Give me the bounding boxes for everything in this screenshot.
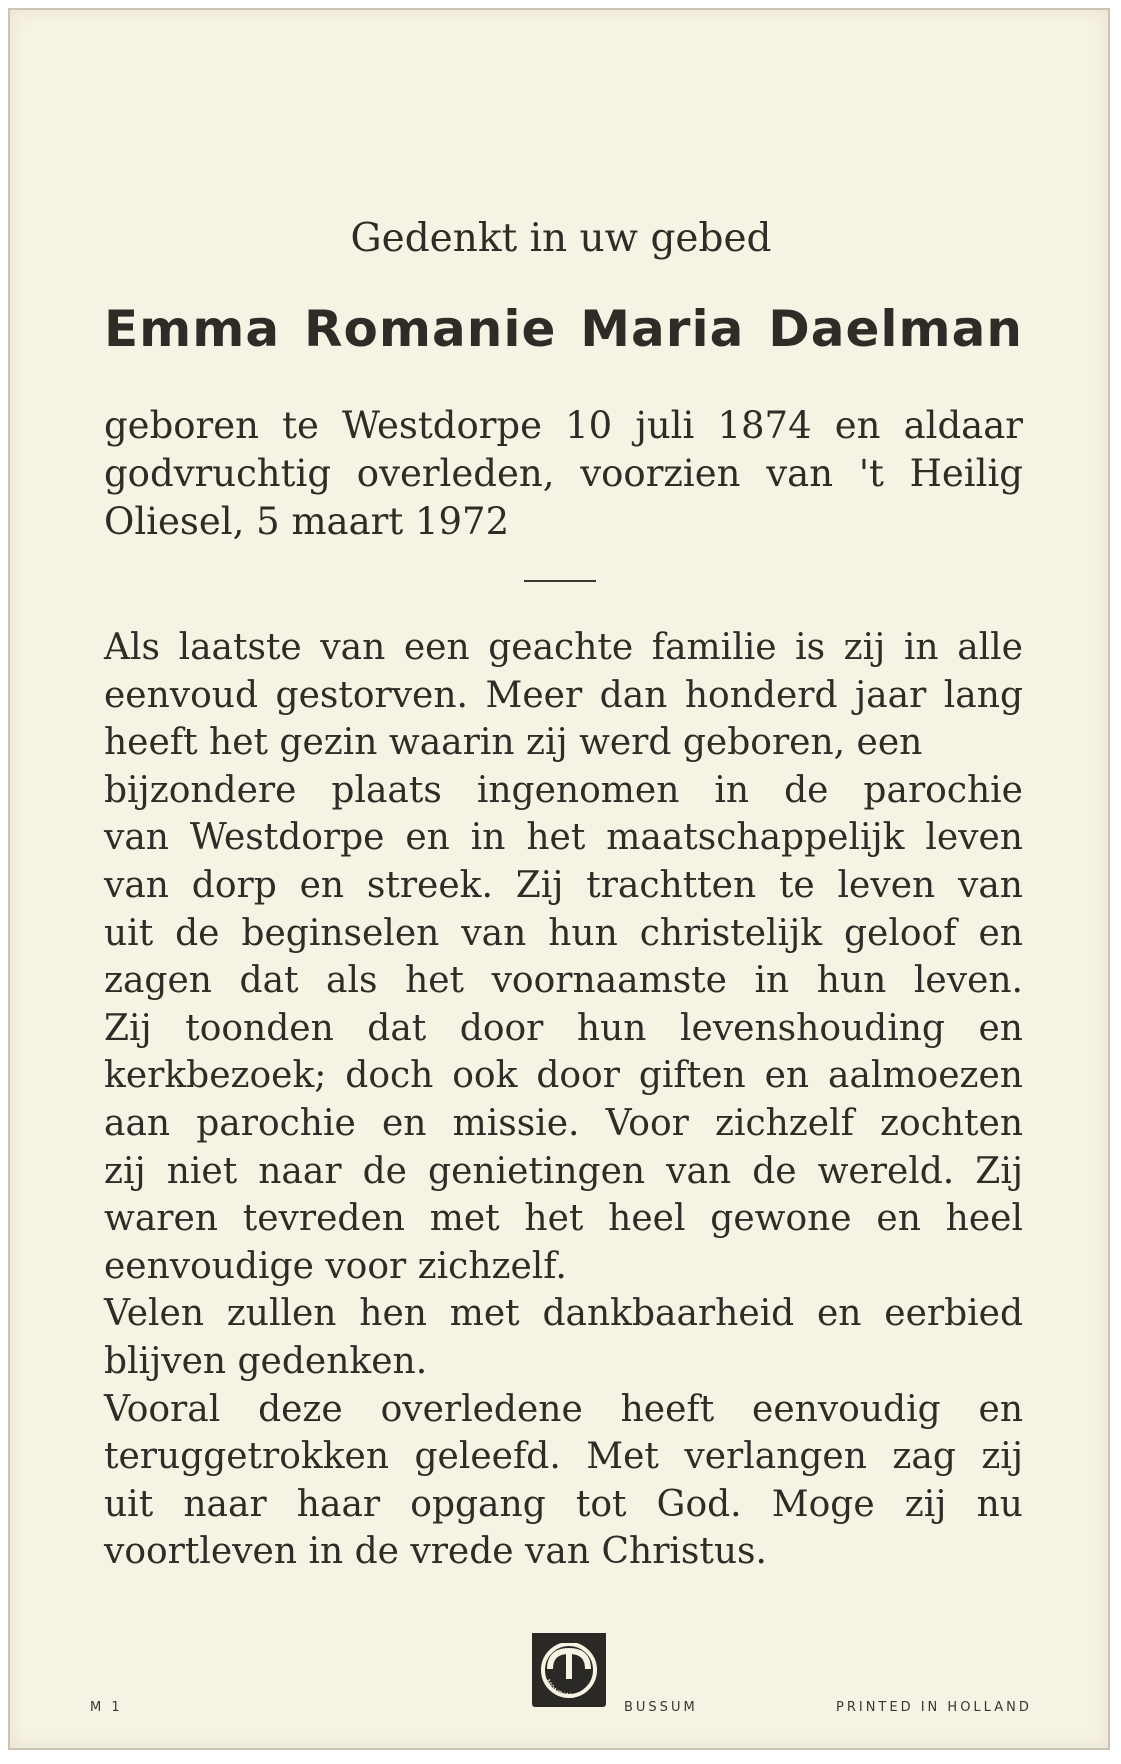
birth-death-paragraph [104,402,1023,546]
print-city: BUSSUM [624,1700,698,1715]
body-line: zagen dat als het voornaamste in hun leven. [104,960,1023,1002]
body-line: Als laatste van een geachte familie is zij in alle [104,627,1023,668]
body-line: kerkbezoek; doch ook door giften en aalmoezen [104,1055,1023,1097]
body-line: Velen zullen hen met dankbaarheid en eerbied [104,1293,1023,1335]
body-line: waren tevreden met het heel gewone en heel [104,1198,1023,1240]
birth-line: godvruchtig overleden, voorzien van 't Heilig [104,452,1023,495]
body-line: van Westdorpe en in het maatschappelijk leven [104,817,1023,859]
body-line: zij niet naar de genietingen van de wereld. Zij [104,1150,1023,1192]
body-line: Vooral deze overledene heeft eenvoudig en [104,1388,1023,1430]
divider [524,580,596,582]
birth-line: geboren te Westdorpe 10 juli 1874 en aldaar [104,404,1023,447]
heading: Gedenkt in uw gebed [350,216,772,261]
mondial-logo [532,1633,606,1707]
body-line: uit de beginselen van hun christelijk geloof en [104,912,1023,954]
body-line: blijven gedenken. [104,1340,428,1382]
logo-text: MONDIAL [543,1678,575,1701]
body-paragraph [104,624,1023,1576]
body-line: heeft het gezin waarin zij werd geboren, een [104,722,923,764]
body-line: uit naar haar opgang tot God. Moge zij nu [104,1483,1023,1525]
body-line: teruggetrokken geleefd. Met verlangen zag zij [104,1436,1023,1478]
body-line: Zij toonden dat door hun levenshouding en [104,1007,1023,1049]
mondial-logo-icon [532,1633,606,1707]
body-line: eenvoud gestorven. Meer dan honderd jaar lang [104,674,1023,716]
body-line: bijzondere plaats ingenomen in de parochie [104,769,1023,811]
print-code: M 1 [90,1700,123,1715]
deceased-name: Emma Romanie Maria Daelman [104,300,1023,358]
body-line: eenvoudige voor zichzelf. [104,1245,567,1287]
body-line: aan parochie en missie. Voor zichzelf zochten [104,1102,1023,1144]
printed-in: PRINTED IN HOLLAND [836,1700,1032,1715]
svg-text:MONDIAL [543,1678,574,1700]
body-line: voortleven in de vrede van Christus. [104,1531,767,1573]
birth-line: Oliesel, 5 maart 1972 [104,500,510,543]
memorial-card [8,8,1110,1750]
body-line: van dorp en streek. Zij trachtten te leven van [104,864,1023,906]
